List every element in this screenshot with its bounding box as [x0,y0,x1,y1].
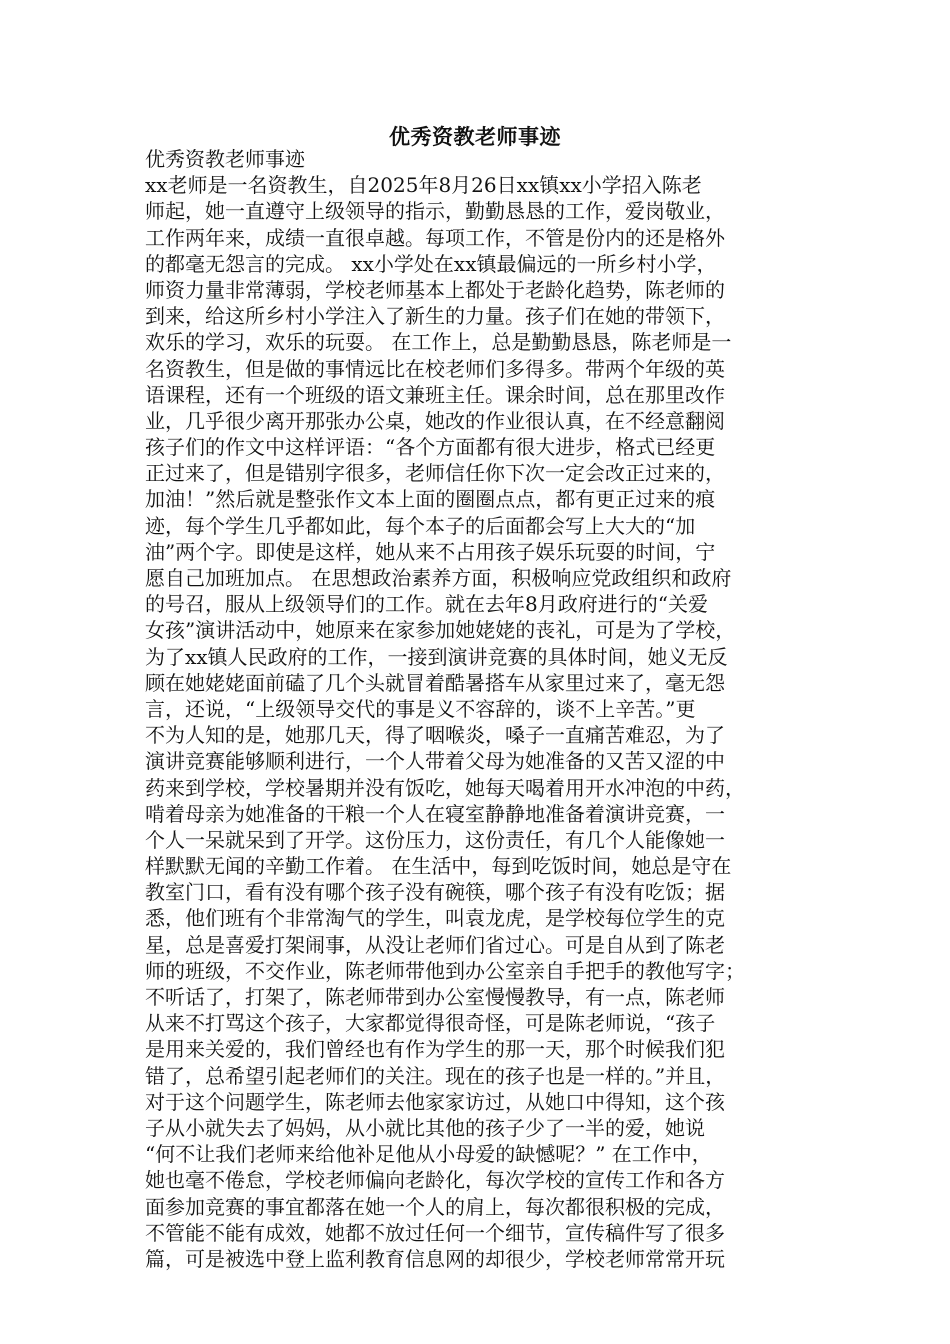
body-text-line: 言，还说，“上级领导交代的事是义不容辞的，谈不上辛苦。”更 [145,696,696,721]
body-text-line: 个人一呆就呆到了开学。这份压力，这份责任，有几个人能像她一 [145,827,725,852]
body-text-line: 演讲竞赛能够顺利进行，一个人带着父母为她准备的又苦又涩的中 [145,749,725,774]
body-text-line: 的号召，服从上级领导们的工作。就在去年8月政府进行的“关爱 [145,592,708,617]
body-text-line: 到来，给这所乡村小学注入了新生的力量。孩子们在她的带领下， [145,304,725,329]
body-text-line: 业，几乎很少离开那张办公桌，她改的作业很认真，在不经意翻阅 [145,408,725,433]
body-text-line: 悉，他们班有个非常淘气的学生，叫袁龙虎，是学校每位学生的克 [145,906,725,931]
body-text-line: 药来到学校，学校暑期并没有饭吃，她每天喝着用开水冲泡的中药， [145,775,745,800]
body-text-line: 师资力量非常薄弱，学校老师基本上都处于老龄化趋势，陈老师的 [145,277,725,302]
body-text-line: 星，总是喜爱打架闹事，从没让老师们省过心。可是自从到了陈老 [145,932,725,957]
body-text-line: 不管能不能有成效，她都不放过任何一个细节，宣传稿件写了很多 [145,1220,725,1245]
body-text-line: 迹，每个学生几乎都如此，每个本子的后面都会写上大大的“加 [145,513,696,538]
body-text-line: 的都毫无怨言的完成。 xx小学处在xx镇最偏远的一所乡村小学， [145,251,717,276]
body-text-line: 她也毫不倦怠，学校老师偏向老龄化，每次学校的宣传工作和各方 [145,1168,725,1193]
body-text-line: 不听话了，打架了，陈老师带到办公室慢慢教导，有一点，陈老师 [145,985,725,1009]
body-text-line: 啃着母亲为她准备的干粮一个人在寝室静静地准备着演讲竞赛，一 [145,801,725,826]
body-text-line: 愿自己加班加点。 在思想政治素养方面，积极响应党政组织和政府 [145,566,732,590]
body-text-line: 子从小就失去了妈妈，从小就比其他的孩子少了一半的爱，她说 [145,1115,705,1140]
body-text-line: 欢乐的学习，欢乐的玩耍。 在工作上，总是勤勤恳恳，陈老师是一 [145,330,732,355]
body-text-line: 加油！”然后就是整张作文本上面的圈圈点点，都有更正过来的痕 [145,487,716,512]
body-text-line: 样默默无闻的辛勤工作着。 在生活中，每到吃饭时间，她总是守在 [145,854,732,879]
body-text-line: 对于这个问题学生，陈老师去他家家访过，从她口中得知，这个孩 [145,1089,725,1114]
body-text-line: 语课程，还有一个班级的语文兼班主任。课余时间，总在那里改作 [145,382,725,407]
body-text-line: 从来不打骂这个孩子，大家都觉得很奇怪，可是陈老师说，“孩子 [145,1011,716,1036]
body-text-line: 名资教生，但是做的事情远比在校老师们多得多。带两个年级的英 [145,356,725,381]
body-text-line: 面参加竞赛的事宜都落在她一个人的肩上，每次都很积极的完成， [145,1194,725,1219]
body-text-line: 孩子们的作文中这样评语：“各个方面都有很大进步，格式已经更 [145,435,716,460]
body-text-line: 师的班级，不交作业，陈老师带他到办公室亲自手把手的教他写字； [145,958,745,983]
body-text-line: 错了，总希望引起老师们的关注。现在的孩子也是一样的。”并且， [145,1063,726,1088]
body-text-line: 教室门口，看有没有哪个孩子没有碗筷，哪个孩子有没有吃饭；据 [145,880,725,905]
document-subtitle: 优秀资教老师事迹 [145,147,305,171]
body-text-line: 篇，可是被选中登上监利教育信息网的却很少，学校老师常常开玩 [145,1246,725,1271]
body-text-line: 是用来关爱的，我们曾经也有作为学生的那一天，那个时候我们犯 [145,1037,725,1062]
body-text-line: xx老师是一名资教生，自2025年8月26日xx镇xx小学招入陈老 [145,173,702,198]
document-body [145,146,815,1272]
body-text-line: 工作两年来，成绩一直很卓越。每项工作，不管是份内的还是格外 [145,225,725,250]
body-text-line: 为了xx镇人民政府的工作，一接到演讲竞赛的具体时间，她义无反 [145,644,728,669]
body-text-line: 师起，她一直遵守上级领导的指示，勤勤恳恳的工作，爱岗敬业， [145,199,725,224]
body-text-line: “何不让我们老师来给他补足他从小母爱的缺憾呢？” 在工作中， [145,1142,712,1167]
body-text-line: 女孩”演讲活动中，她原来在家参加她姥姥的丧礼，可是为了学校， [145,618,736,643]
body-text-line: 油”两个字。即使是这样，她从来不占用孩子娱乐玩耍的时间，宁 [145,539,716,564]
body-text-line: 正过来了，但是错别字很多，老师信任你下次一定会改正过来的， [145,461,725,486]
body-text-line: 不为人知的是，她那几天，得了咽喉炎，嗓子一直痛苦难忍，为了 [145,723,725,748]
document-title: 优秀资教老师事迹 [389,124,561,149]
body-text-line: 顾在她姥姥面前磕了几个头就冒着酷暑搭车从家里过来了，毫无怨 [145,670,725,695]
